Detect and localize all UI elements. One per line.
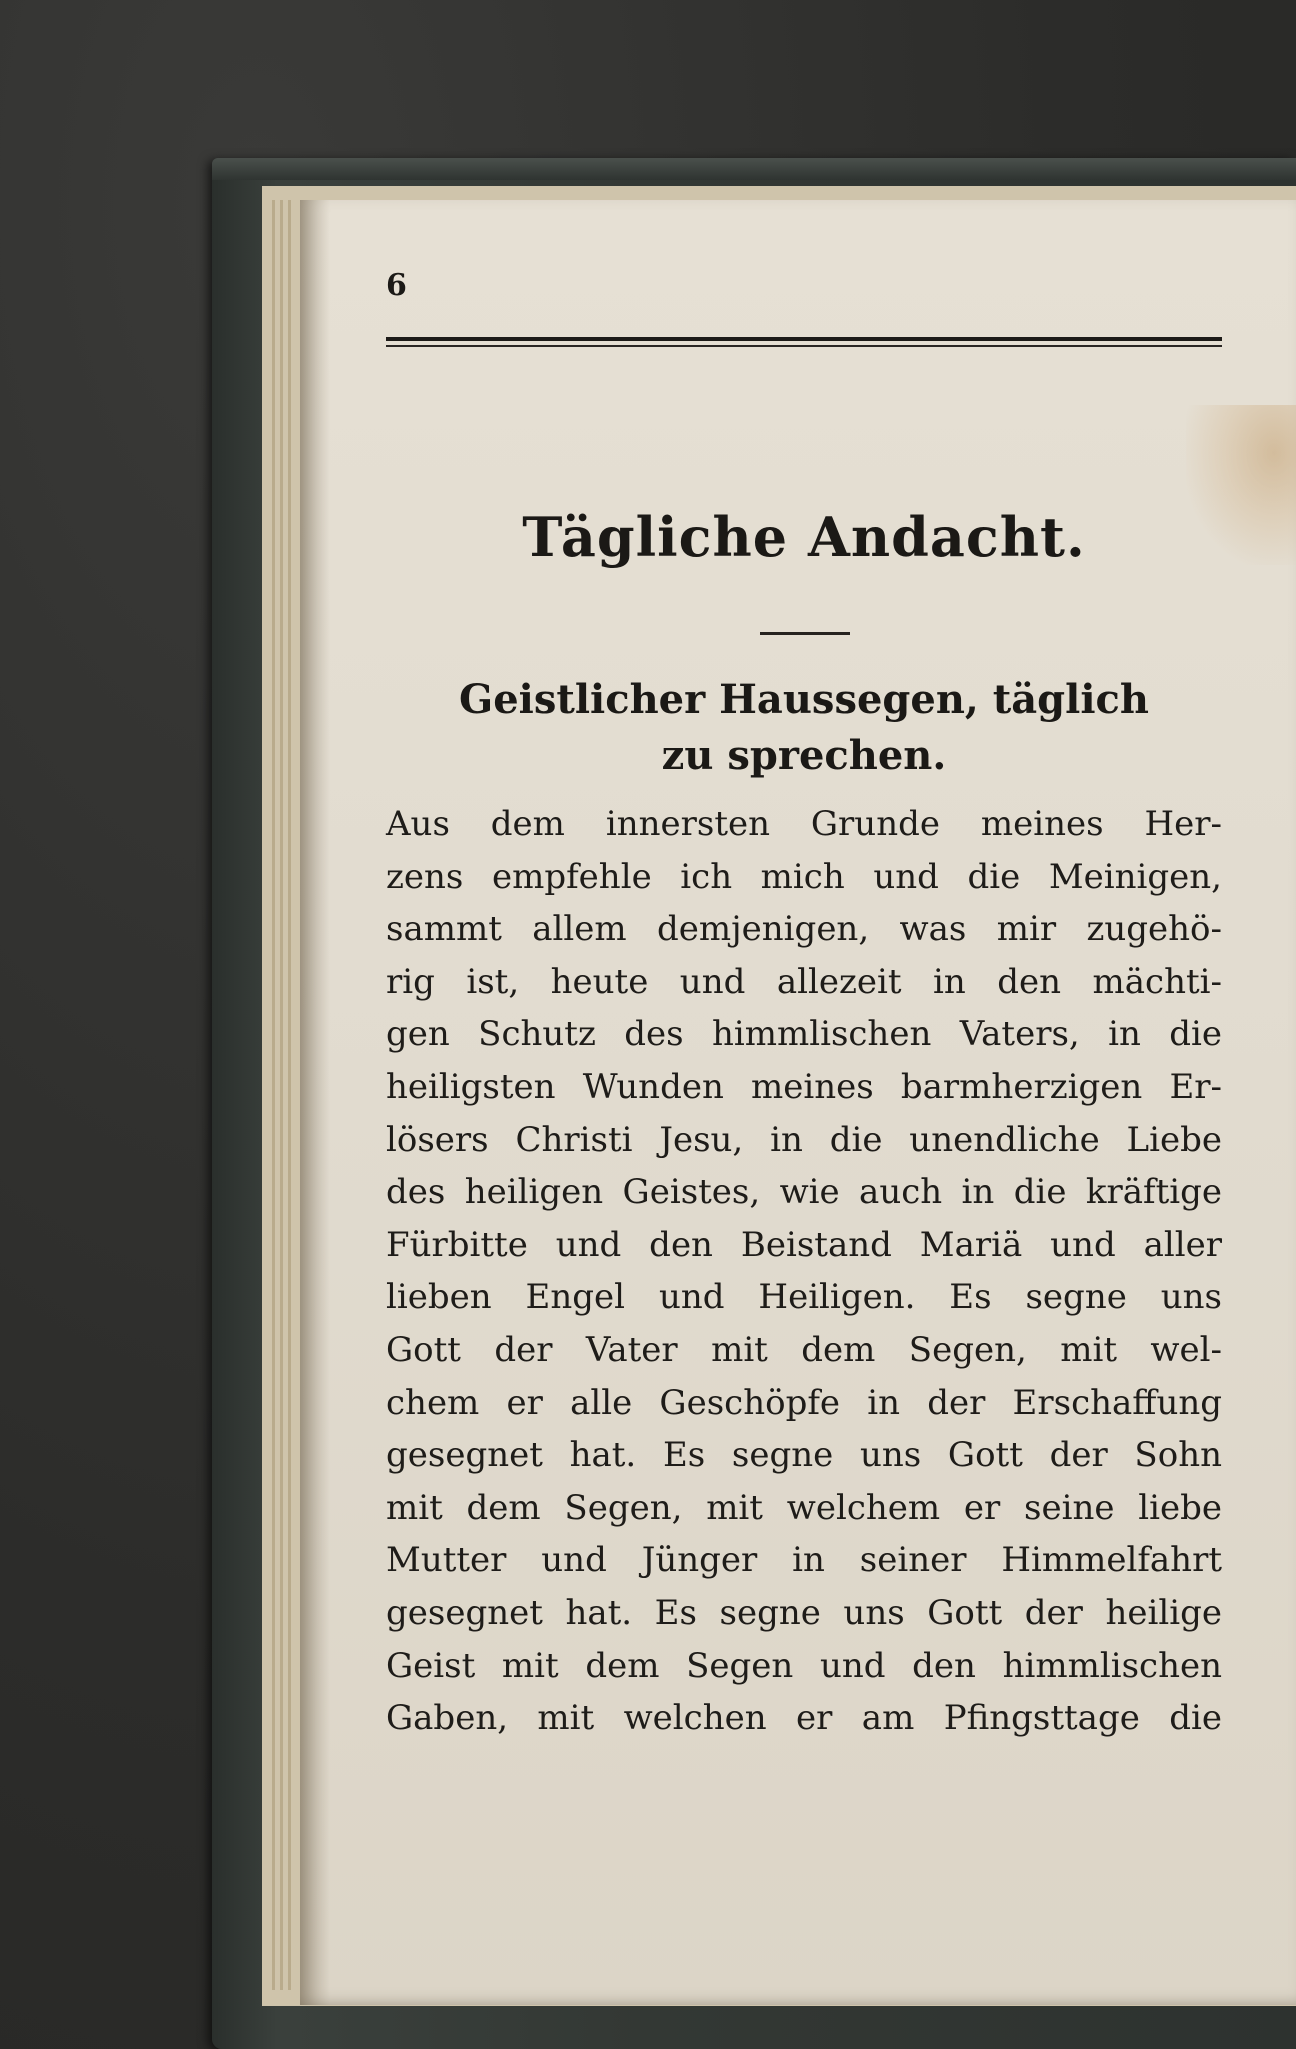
body-line: gen Schutz des himmlischen Vaters, in die bbox=[386, 1014, 1222, 1055]
body-line: sammt allem demjenigen, was mir zugehö- bbox=[386, 909, 1222, 950]
body-line: zens empfehle ich mich und die Meinigen, bbox=[386, 856, 1222, 897]
page-edge-line bbox=[272, 200, 275, 1990]
section-heading-line: zu sprechen. bbox=[661, 732, 947, 779]
body-line: Gaben, mit welchen er am Pfingsttage die bbox=[386, 1698, 1222, 1739]
page-edge-line bbox=[280, 200, 283, 1990]
body-line: gesegnet hat. Es segne uns Gott der heilige bbox=[386, 1592, 1222, 1633]
gutter-shadow bbox=[300, 200, 330, 2005]
body-line: Mutter und Jünger in seiner Himmelfahrt bbox=[386, 1540, 1222, 1581]
body-line: lösers Christi Jesu, in die unendliche Liebe bbox=[386, 1119, 1222, 1160]
body-line: des heiligen Geistes, wie auch in die kräftige bbox=[386, 1172, 1222, 1213]
page-number: 6 bbox=[386, 268, 407, 303]
header-rule-thick bbox=[386, 337, 1222, 341]
book-cover-top-edge bbox=[212, 158, 1296, 180]
body-text bbox=[386, 798, 1222, 1745]
section-heading-line: Geistlicher Haussegen, täglich bbox=[459, 676, 1149, 723]
body-line: Aus dem innersten Grunde meines Her- bbox=[386, 804, 1222, 844]
body-line: rig ist, heute und allezeit in den mächti- bbox=[386, 961, 1222, 1002]
body-line: Geist mit dem Segen und den himmlischen bbox=[386, 1645, 1222, 1686]
section-heading bbox=[386, 672, 1222, 784]
body-line: Gott der Vater mit dem Segen, mit wel- bbox=[386, 1329, 1222, 1370]
page-header bbox=[386, 268, 1226, 308]
body-line: chem er alle Geschöpfe in der Erschaffung bbox=[386, 1382, 1222, 1423]
page-edge-line bbox=[288, 200, 291, 1990]
title-divider bbox=[760, 632, 850, 635]
header-rule-thin bbox=[386, 345, 1222, 347]
body-line: lieben Engel und Heiligen. Es segne uns bbox=[386, 1277, 1222, 1318]
body-line: heiligsten Wunden meines barmherzigen Er- bbox=[386, 1066, 1222, 1107]
body-line: mit dem Segen, mit welchem er seine liebe bbox=[386, 1487, 1222, 1528]
body-line: gesegnet hat. Es segne uns Gott der Sohn bbox=[386, 1435, 1222, 1476]
body-line: Fürbitte und den Beistand Mariä und aller bbox=[386, 1224, 1222, 1265]
chapter-title: Tägliche Andacht. bbox=[522, 505, 1086, 569]
